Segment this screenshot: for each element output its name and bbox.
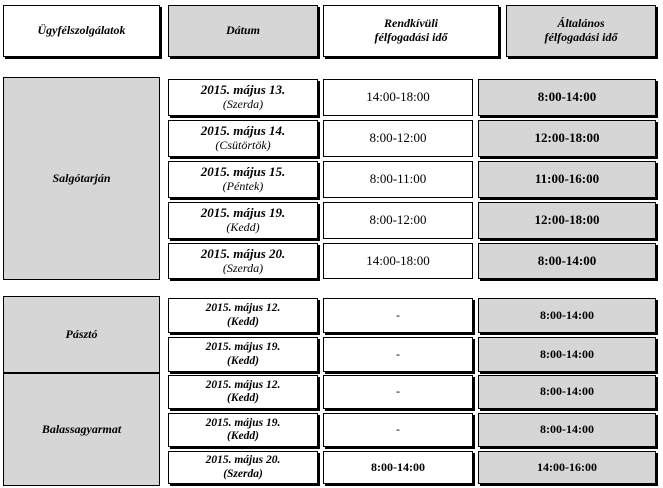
header-extraordinary-line1: Rendkívüli — [383, 16, 438, 31]
day-text: (Kedd) — [227, 315, 259, 328]
header-offices — [3, 5, 160, 57]
header-date — [168, 5, 318, 57]
general-hours-cell — [478, 161, 656, 198]
header-offices-label: Ügyfélszolgálatok — [37, 23, 126, 38]
general-hours: 8:00-14:00 — [537, 89, 597, 105]
extra-hours-cell — [323, 413, 473, 447]
extra-hours-cell — [323, 161, 473, 198]
general-hours-cell — [478, 243, 656, 279]
date-text: 2015. május 19. — [205, 341, 281, 354]
table-row-date — [168, 243, 318, 279]
table-row-date — [168, 337, 318, 372]
day-text: (Kedd) — [227, 354, 259, 367]
general-hours-cell — [478, 202, 656, 239]
general-hours: 8:00-14:00 — [540, 346, 594, 361]
general-hours: 8:00-14:00 — [540, 422, 594, 437]
extra-hours: - — [396, 422, 400, 437]
general-hours: 12:00-18:00 — [534, 212, 600, 228]
day-text: (Szerda) — [222, 260, 264, 275]
general-hours-cell — [478, 298, 656, 333]
date-text: 2015. május 20. — [200, 245, 286, 261]
extra-hours-cell — [323, 451, 473, 484]
extra-hours-cell — [323, 120, 473, 157]
extra-hours: 14:00-18:00 — [366, 89, 430, 105]
office-salgotarjan — [3, 77, 160, 280]
table-row-date — [168, 298, 318, 333]
date-text: 2015. május 20. — [205, 454, 281, 467]
general-hours: 8:00-14:00 — [540, 384, 594, 399]
date-text: 2015. május 15. — [200, 164, 286, 180]
general-hours-cell — [478, 375, 656, 409]
extra-hours: 8:00-12:00 — [369, 130, 427, 146]
table-row-date — [168, 375, 318, 409]
extra-hours: 8:00-11:00 — [369, 171, 427, 187]
header-general-line2: félfogadási idő — [544, 30, 618, 44]
day-text: (Péntek) — [222, 179, 264, 194]
header-date-label: Dátum — [225, 23, 260, 38]
header-extraordinary-line2: félfogadási idő — [374, 30, 448, 44]
table-row-date — [168, 161, 318, 198]
general-hours-cell — [478, 120, 656, 157]
header-extraordinary-hours — [323, 5, 499, 57]
general-hours-cell — [478, 79, 656, 116]
extra-hours: - — [396, 307, 400, 322]
general-hours: 8:00-14:00 — [540, 307, 594, 322]
day-text: (Kedd) — [226, 220, 260, 235]
date-text: 2015. május 13. — [200, 82, 286, 98]
office-paszto — [3, 296, 160, 373]
extra-hours-cell — [323, 79, 473, 116]
date-text: 2015. május 12. — [205, 378, 281, 391]
general-hours-cell — [478, 337, 656, 372]
extra-hours: 8:00-14:00 — [371, 459, 425, 474]
extra-hours-cell — [323, 337, 473, 372]
extra-hours: - — [396, 384, 400, 399]
date-text: 2015. május 19. — [205, 416, 281, 429]
date-text: 2015. május 14. — [200, 123, 286, 139]
extra-hours-cell — [323, 298, 473, 333]
extra-hours-cell — [323, 375, 473, 409]
office-salgotarjan-name: Salgótarján — [52, 171, 111, 185]
general-hours: 14:00-16:00 — [537, 459, 597, 474]
office-paszto-name: Pásztó — [65, 327, 98, 341]
extra-hours-cell — [323, 243, 473, 279]
date-text: 2015. május 19. — [200, 205, 286, 221]
general-hours: 12:00-18:00 — [534, 130, 600, 146]
table-row-date — [168, 413, 318, 447]
day-text: (Kedd) — [227, 430, 259, 442]
extra-hours: 14:00-18:00 — [366, 252, 430, 268]
office-balassagyarmat — [3, 373, 160, 486]
header-general-hours — [506, 5, 656, 57]
day-text: (Szerda) — [222, 97, 264, 112]
extra-hours: 8:00-12:00 — [369, 212, 427, 228]
table-row-date — [168, 451, 318, 484]
general-hours-cell — [478, 451, 656, 484]
day-text: (Csütörtök) — [215, 138, 271, 153]
table-row-date — [168, 120, 318, 157]
table-row-date — [168, 202, 318, 239]
extra-hours-cell — [323, 202, 473, 239]
day-text: (Kedd) — [227, 392, 259, 404]
general-hours-cell — [478, 413, 656, 447]
day-text: (Szerda) — [223, 467, 263, 480]
date-text: 2015. május 12. — [205, 302, 281, 315]
general-hours: 8:00-14:00 — [537, 252, 597, 268]
table-row-date — [168, 79, 318, 116]
extra-hours: - — [396, 346, 400, 361]
office-balassagyarmat-name: Balassagyarmat — [41, 422, 122, 436]
general-hours: 11:00-16:00 — [534, 171, 600, 187]
header-general-line1: Általános — [557, 16, 605, 31]
